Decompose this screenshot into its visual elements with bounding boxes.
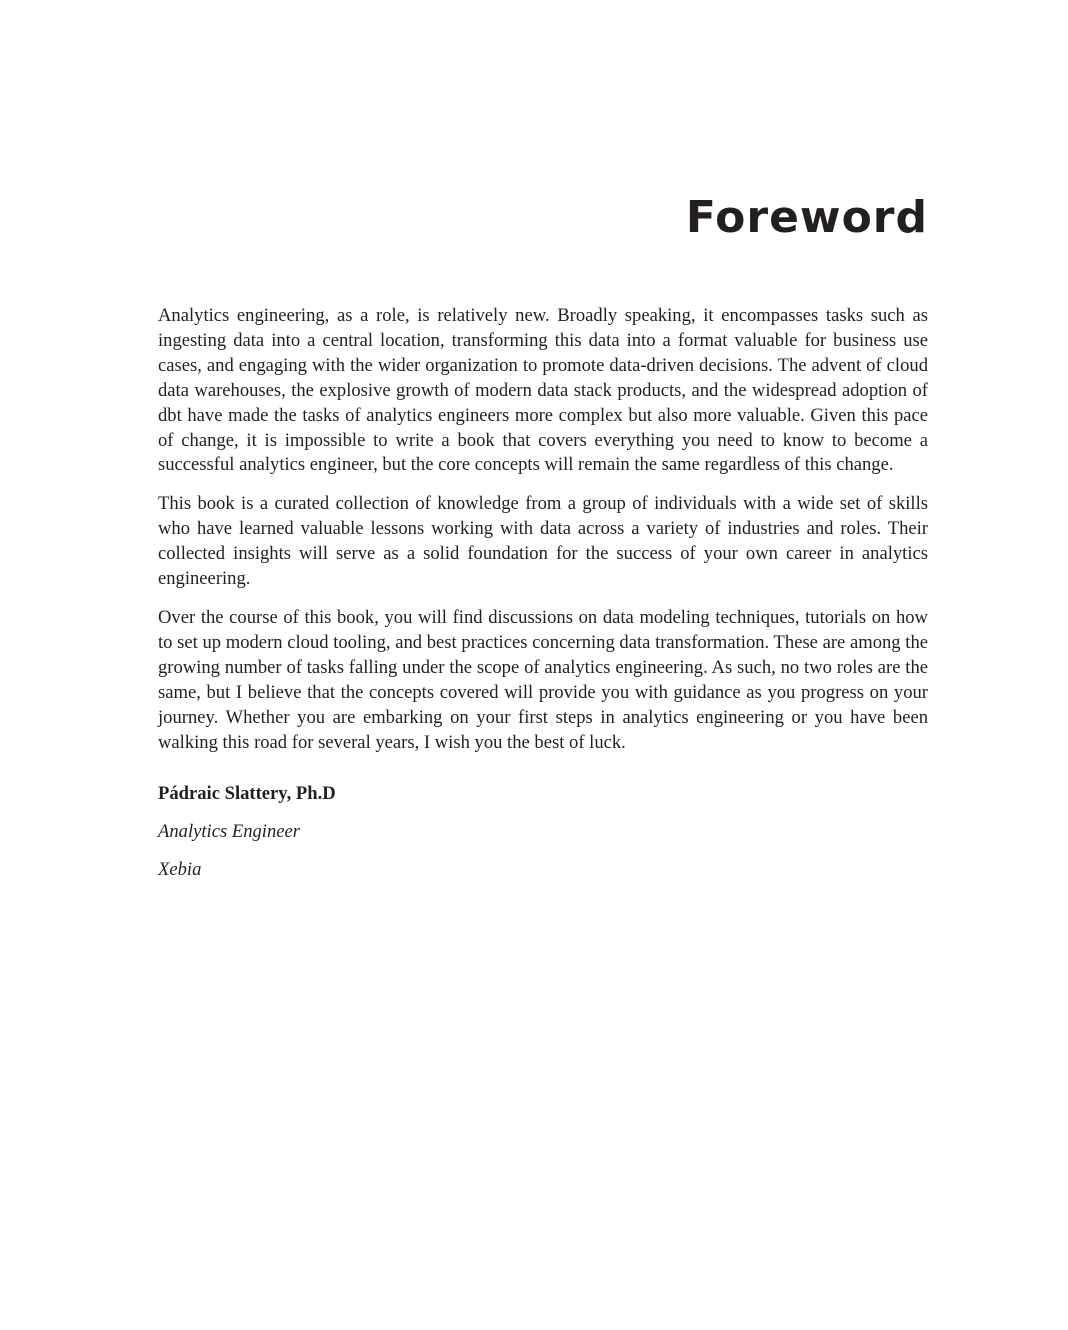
author-organization: Xebia — [158, 859, 202, 880]
page-title: Foreword — [685, 192, 928, 243]
author-name: Pádraic Slattery, Ph.D — [158, 783, 336, 804]
author-role: Analytics Engineer — [158, 821, 300, 842]
paragraph: Over the course of this book, you will find discussions on data modeling techniques, tutorials on how to set up modern cloud tooling, and best practices concerning data transformation. These are among the growing number of tasks falling under the scope of analytics engineering. As such, no two roles are the same, but I believe that the concepts covered will provide you with guidance as you progress on your journey. Whether you are embarking on your first steps in analytics engineering or you have been walking this road for several years, I wish you the best of luck. — [158, 606, 928, 753]
paragraph: Analytics engineering, as a role, is relatively new. Broadly speaking, it encompasses tasks such as ingesting data into a central location, transforming this data into a format valuable for business use cases, and engaging with the wider organization to promote data-driven decisions. The advent of cloud data warehouses, the explosive growth of modern data stack products, and the widespread adoption of dbt have made the tasks of analytics engineers more complex but also more valuable. Given this pace of change, it is impossible to write a book that covers everything you need to know to become a successful analytics engineer, but the core concepts will remain the same regardless of this change. — [158, 305, 928, 476]
foreword-body — [158, 304, 928, 769]
signature-block — [158, 781, 928, 895]
paragraph: This book is a curated collection of knowledge from a group of individuals with a wide set of skills who have learned valuable lessons working with data across a variety of industries and roles. Their collected insights will serve as a solid foundation for the success of your own career in analytics engineering. — [158, 493, 928, 590]
